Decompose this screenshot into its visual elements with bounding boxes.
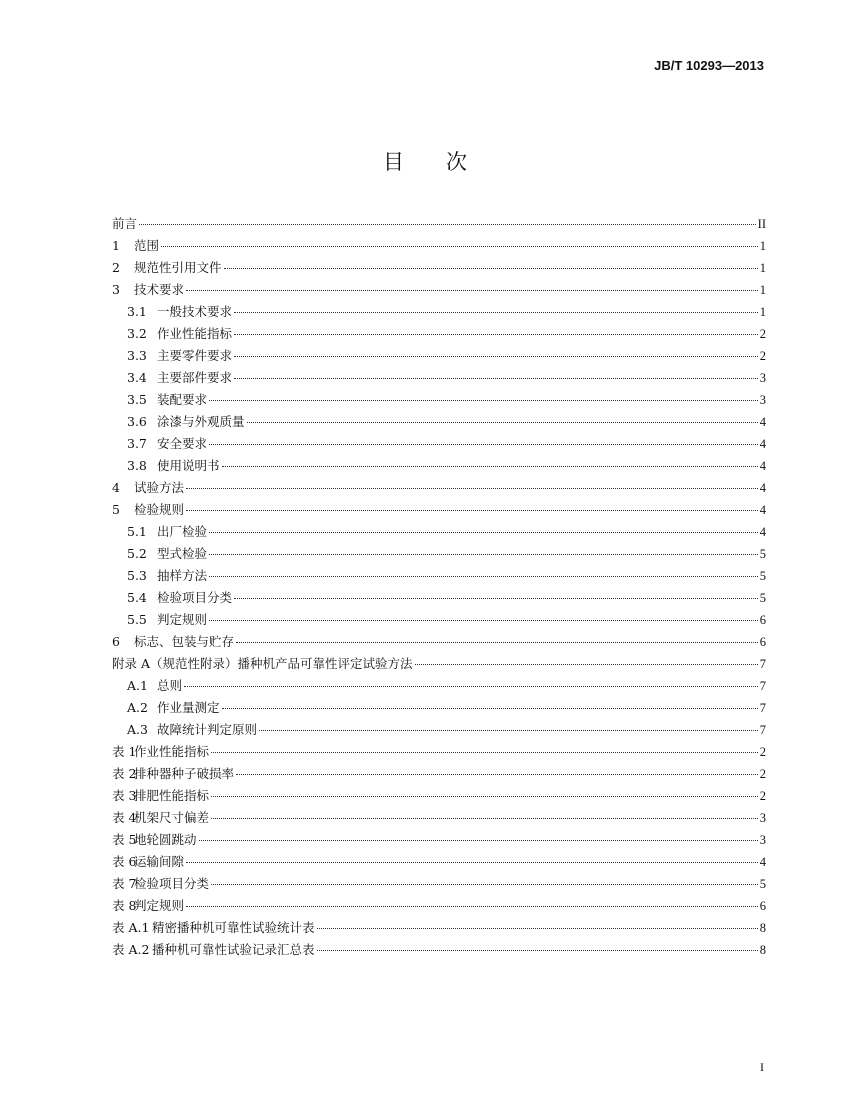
toc-entry-title: 涂漆与外观质量 xyxy=(157,414,245,429)
toc-entry-number: 5 xyxy=(112,502,120,517)
toc-entry[interactable] xyxy=(112,917,766,939)
toc-entry-title: 检验规则 xyxy=(134,502,185,517)
toc-entry-number: 表 A.2 xyxy=(112,942,150,957)
toc-entry-title: 装配要求 xyxy=(157,392,208,407)
toc-entry-title: 检验项目分类 xyxy=(134,876,210,891)
toc-entry-title: 规范性引用文件 xyxy=(134,260,222,275)
toc-entry-page: 4 xyxy=(759,459,766,473)
dot-leader xyxy=(222,466,758,467)
toc-entry-page: 7 xyxy=(759,657,766,671)
dot-leader xyxy=(209,554,758,555)
toc-entry-number: 1 xyxy=(112,238,120,253)
toc-entry-number: 5.4 xyxy=(127,590,147,605)
toc-entry-title: 作业性能指标 xyxy=(134,744,210,759)
dot-leader xyxy=(234,378,758,379)
toc-entry-title: 附录 A（规范性附录）播种机产品可靠性评定试验方法 xyxy=(112,656,413,671)
toc-entry-number: A.3 xyxy=(127,722,148,737)
toc-entry-page: 3 xyxy=(759,811,766,825)
toc-entry-page: 1 xyxy=(759,305,766,319)
toc-entry-title: 排种器种子破损率 xyxy=(134,766,235,781)
toc-entry[interactable] xyxy=(112,631,766,653)
toc-entry-page: 7 xyxy=(759,701,766,715)
dot-leader xyxy=(222,708,758,709)
toc-entry-page: 2 xyxy=(759,349,766,363)
toc-entry-number: 表 3 xyxy=(112,788,137,803)
toc-entry-number: 表 5 xyxy=(112,832,137,847)
toc-entry[interactable] xyxy=(112,477,766,499)
toc-entry-page: 4 xyxy=(759,437,766,451)
toc-entry[interactable] xyxy=(112,433,766,455)
toc-entry-title: 排肥性能指标 xyxy=(134,788,210,803)
toc-entry-title: 故障统计判定原则 xyxy=(157,722,258,737)
toc-entry[interactable] xyxy=(112,697,766,719)
dot-leader xyxy=(234,334,758,335)
toc-entry-number: 3.3 xyxy=(127,348,147,363)
toc-entry-title: 出厂检验 xyxy=(157,524,208,539)
toc-entry-page: 5 xyxy=(759,547,766,561)
toc-entry[interactable] xyxy=(112,323,766,345)
toc-entry-number: 表 7 xyxy=(112,876,137,891)
dot-leader xyxy=(139,224,756,225)
toc-entry[interactable] xyxy=(112,741,766,763)
toc-entry-number: 5.1 xyxy=(127,524,147,539)
dot-leader xyxy=(161,246,758,247)
toc-entry[interactable] xyxy=(112,895,766,917)
dot-leader xyxy=(186,488,758,489)
toc-entry-title: 抽样方法 xyxy=(157,568,208,583)
dot-leader xyxy=(317,928,758,929)
toc-entry-number: 表 6 xyxy=(112,854,137,869)
dot-leader xyxy=(209,400,758,401)
toc-entry-number: 3.7 xyxy=(127,436,147,451)
toc-entry-number: 3.5 xyxy=(127,392,147,407)
dot-leader xyxy=(317,950,758,951)
toc-entry-page: 6 xyxy=(759,613,766,627)
toc-entry-page: II xyxy=(757,217,766,231)
toc-entry-title: 机架尺寸偏差 xyxy=(134,810,210,825)
toc-entry[interactable] xyxy=(112,213,766,235)
toc-entry[interactable] xyxy=(112,543,766,565)
dot-leader xyxy=(186,290,758,291)
toc-entry-number: 3.2 xyxy=(127,326,147,341)
toc-entry-title: 使用说明书 xyxy=(157,458,220,473)
toc-entry[interactable] xyxy=(112,939,766,961)
toc-entry-number: A.1 xyxy=(127,678,148,693)
toc-entry-number: 6 xyxy=(112,634,120,649)
toc-entry-title: 安全要求 xyxy=(157,436,208,451)
toc-entry-page: 3 xyxy=(759,371,766,385)
dot-leader xyxy=(209,620,758,621)
toc-entry-page: 8 xyxy=(759,921,766,935)
dot-leader xyxy=(236,774,758,775)
toc-entry[interactable] xyxy=(112,499,766,521)
toc-entry-number: 3.1 xyxy=(127,304,147,319)
toc-entry-page: 5 xyxy=(759,591,766,605)
toc-entry-page: 6 xyxy=(759,899,766,913)
dot-leader xyxy=(209,576,758,577)
dot-leader xyxy=(234,356,758,357)
toc-entry[interactable] xyxy=(112,235,766,257)
toc-entry[interactable] xyxy=(112,763,766,785)
dot-leader xyxy=(236,642,758,643)
table-of-contents xyxy=(112,213,766,961)
toc-entry[interactable] xyxy=(112,675,766,697)
toc-entry-number: 表 1 xyxy=(112,744,137,759)
toc-entry-title: 型式检验 xyxy=(157,546,208,561)
toc-entry-number: 表 8 xyxy=(112,898,137,913)
toc-entry-title: 技术要求 xyxy=(134,282,185,297)
toc-entry[interactable] xyxy=(112,367,766,389)
toc-entry[interactable] xyxy=(112,873,766,895)
dot-leader xyxy=(234,312,758,313)
toc-entry-title: 主要部件要求 xyxy=(157,370,233,385)
toc-entry-page: 2 xyxy=(759,327,766,341)
toc-entry-title: 范围 xyxy=(134,238,160,253)
toc-entry[interactable] xyxy=(112,719,766,741)
toc-entry-page: 8 xyxy=(759,943,766,957)
toc-entry-number: 表 4 xyxy=(112,810,137,825)
toc-entry-page: 3 xyxy=(759,393,766,407)
page-number: I xyxy=(760,1060,764,1074)
toc-entry[interactable] xyxy=(112,785,766,807)
toc-entry-page: 3 xyxy=(759,833,766,847)
dot-leader xyxy=(234,598,758,599)
page-title: 目次 xyxy=(383,150,509,174)
toc-entry-number: 3.6 xyxy=(127,414,147,429)
toc-entry-title: 总则 xyxy=(157,678,183,693)
dot-leader xyxy=(211,884,758,885)
toc-entry-page: 1 xyxy=(759,239,766,253)
dot-leader xyxy=(186,862,758,863)
dot-leader xyxy=(415,664,758,665)
toc-entry-number: 表 2 xyxy=(112,766,137,781)
toc-entry-page: 4 xyxy=(759,855,766,869)
toc-entry-number: 表 A.1 xyxy=(112,920,150,935)
toc-entry-page: 4 xyxy=(759,525,766,539)
toc-entry[interactable] xyxy=(112,587,766,609)
dot-leader xyxy=(224,268,758,269)
document-code: JB/T 10293—2013 xyxy=(654,58,764,73)
toc-entry[interactable] xyxy=(112,851,766,873)
dot-leader xyxy=(209,444,758,445)
toc-entry[interactable] xyxy=(112,389,766,411)
toc-entry[interactable] xyxy=(112,455,766,477)
toc-entry-page: 2 xyxy=(759,789,766,803)
toc-entry-number: 3 xyxy=(112,282,120,297)
toc-entry-number: 5.2 xyxy=(127,546,147,561)
dot-leader xyxy=(211,818,758,819)
toc-entry-number: 5.5 xyxy=(127,612,147,627)
toc-entry-title: 地轮圆跳动 xyxy=(134,832,197,847)
toc-entry-title: 标志、包装与贮存 xyxy=(134,634,235,649)
toc-entry-title: 判定规则 xyxy=(134,898,185,913)
toc-entry[interactable] xyxy=(112,609,766,631)
toc-entry-page: 2 xyxy=(759,745,766,759)
toc-entry-page: 2 xyxy=(759,767,766,781)
toc-entry-title: 运输间隙 xyxy=(134,854,185,869)
dot-leader xyxy=(209,532,758,533)
toc-entry-title: 判定规则 xyxy=(157,612,208,627)
toc-entry[interactable] xyxy=(112,345,766,367)
toc-entry-title: 作业量测定 xyxy=(157,700,220,715)
toc-entry[interactable] xyxy=(112,521,766,543)
toc-entry-page: 1 xyxy=(759,261,766,275)
toc-entry-page: 5 xyxy=(759,569,766,583)
dot-leader xyxy=(199,840,758,841)
toc-entry-page: 1 xyxy=(759,283,766,297)
toc-entry-title: 播种机可靠性试验记录汇总表 xyxy=(152,942,315,957)
toc-entry-number: 4 xyxy=(112,480,120,495)
toc-entry-title: 主要零件要求 xyxy=(157,348,233,363)
toc-entry-title: 前言 xyxy=(112,216,138,231)
toc-entry-page: 4 xyxy=(759,503,766,517)
toc-entry-page: 5 xyxy=(759,877,766,891)
toc-entry-number: 3.8 xyxy=(127,458,147,473)
toc-entry-title: 精密播种机可靠性试验统计表 xyxy=(152,920,315,935)
toc-entry-page: 7 xyxy=(759,723,766,737)
dot-leader xyxy=(186,510,758,511)
dot-leader xyxy=(247,422,758,423)
toc-entry[interactable] xyxy=(112,807,766,829)
dot-leader xyxy=(259,730,758,731)
toc-entry-page: 4 xyxy=(759,481,766,495)
toc-entry-number: 3.4 xyxy=(127,370,147,385)
toc-entry-title: 试验方法 xyxy=(134,480,185,495)
toc-entry-number: 2 xyxy=(112,260,120,275)
dot-leader xyxy=(184,686,758,687)
toc-entry[interactable] xyxy=(112,565,766,587)
toc-entry[interactable] xyxy=(112,829,766,851)
toc-entry-title: 作业性能指标 xyxy=(157,326,233,341)
toc-entry[interactable] xyxy=(112,653,766,675)
toc-entry-page: 6 xyxy=(759,635,766,649)
dot-leader xyxy=(211,752,758,753)
dot-leader xyxy=(211,796,758,797)
toc-entry-page: 7 xyxy=(759,679,766,693)
toc-entry-title: 检验项目分类 xyxy=(157,590,233,605)
toc-entry-number: 5.3 xyxy=(127,568,147,583)
toc-entry-page: 4 xyxy=(759,415,766,429)
toc-entry[interactable] xyxy=(112,257,766,279)
toc-entry-number: A.2 xyxy=(127,700,148,715)
toc-entry[interactable] xyxy=(112,411,766,433)
toc-entry[interactable] xyxy=(112,301,766,323)
dot-leader xyxy=(186,906,758,907)
toc-entry-title: 一般技术要求 xyxy=(157,304,233,319)
toc-entry[interactable] xyxy=(112,279,766,301)
